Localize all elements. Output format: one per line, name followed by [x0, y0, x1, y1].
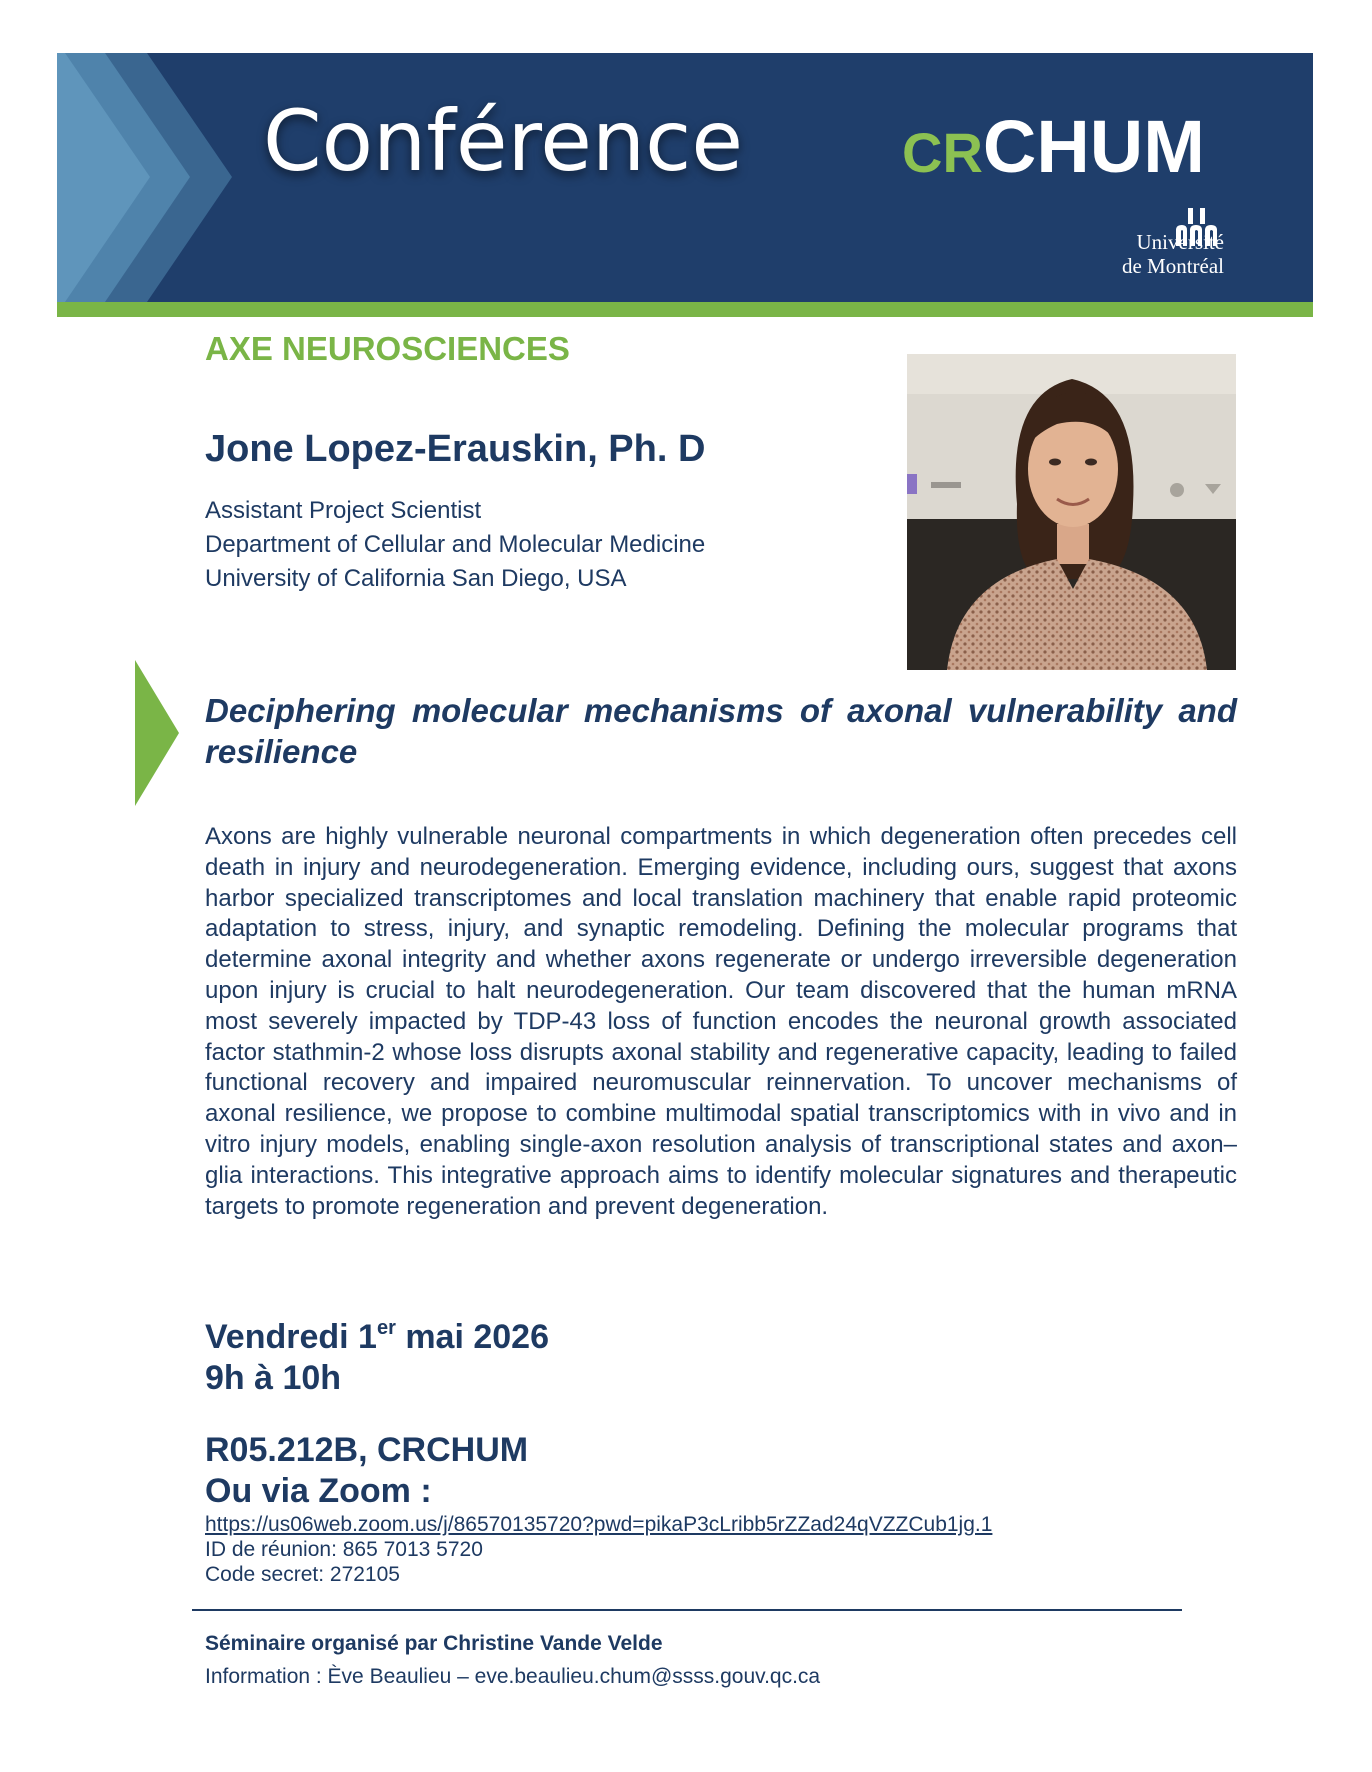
- speaker-affiliation: [205, 494, 705, 596]
- organizer-line: Séminaire organisé par Christine Vande Velde: [205, 1632, 663, 1655]
- event-datetime: [205, 1317, 549, 1399]
- universite-montreal-wordmark: [1122, 230, 1224, 278]
- logo-cr: CR: [902, 121, 983, 184]
- meeting-passcode: Code secret: 272105: [205, 1563, 400, 1586]
- zoom-link[interactable]: https://us06web.zoom.us/j/86570135720?pwd=pikaP3cLribb5rZZad24qVZZCub1jg.1: [205, 1513, 993, 1536]
- speaker-institution: University of California San Diego, USA: [205, 565, 627, 592]
- section-arrow-icon: [135, 660, 179, 806]
- footer: [205, 1627, 820, 1693]
- event-time: 9h à 10h: [205, 1359, 342, 1397]
- contact-line: Information : Ève Beaulieu – eve.beaulieu.chum@ssss.gouv.qc.ca: [205, 1665, 821, 1688]
- logo-chum: CHUM: [982, 105, 1205, 188]
- event-date-suffix: mai 2026: [395, 1318, 549, 1356]
- event-date-sup: er: [376, 1317, 396, 1339]
- footer-divider: [192, 1609, 1182, 1611]
- speaker-title: Assistant Project Scientist: [205, 497, 482, 524]
- event-date: [205, 1317, 549, 1358]
- speaker-department: Department of Cellular and Molecular Medicine: [205, 531, 706, 558]
- zoom-label: Ou via Zoom :: [205, 1472, 432, 1510]
- speaker-portrait-illustration: [907, 354, 1236, 670]
- zoom-details: [205, 1512, 992, 1587]
- talk-title: Deciphering molecular mechanisms of axonal vulnerability and resilience: [205, 692, 1237, 770]
- speaker-photo: [907, 354, 1236, 670]
- university-line1: Université: [1136, 230, 1224, 254]
- axis-heading: AXE NEUROSCIENCES: [205, 330, 570, 367]
- event-location: [205, 1430, 528, 1512]
- crchum-logo: [902, 105, 1205, 188]
- university-line2: de Montréal: [1121, 254, 1224, 278]
- talk-abstract: Axons are highly vulnerable neuronal compartments in which degeneration often precedes cell death in injury and neurodegeneration. Emerging evidence, including ours, suggest that axons harbor specialized transcriptomes and local translation machinery that enable rapid proteomic adaptation to stress, injury, and synaptic remodeling. Defining the molecular programs that determine axonal integrity and whether axons regenerate or undergo irreversible degeneration upon injury is crucial to halt neurodegeneration. Our team discovered that the human mRNA most severely impacted by TDP-43 loss of function encodes the neuronal growth associated factor stathmin-2 whose loss disrupts axonal stability and regenerative capacity, leading to failed functional recovery and impaired neuromuscular reinnervation. To uncover mechanisms of axonal resilience, we propose to combine multimodal spatial transcriptomics with in vivo and in vitro injury models, enabling single-axon resolution analysis of transcriptional states and axon–glia interactions. This integrative approach aims to identify molecular signatures and therapeutic targets to promote regeneration and prevent degeneration.: [205, 823, 1237, 1220]
- banner-title: Conférence: [263, 92, 744, 190]
- speaker-name: Jone Lopez-Erauskin, Ph. D: [205, 428, 706, 470]
- event-date-prefix: Vendredi 1: [205, 1318, 377, 1356]
- meeting-id: ID de réunion: 865 7013 5720: [205, 1538, 483, 1561]
- banner-accent-bar: [57, 302, 1313, 317]
- event-room: R05.212B, CRCHUM: [205, 1431, 529, 1469]
